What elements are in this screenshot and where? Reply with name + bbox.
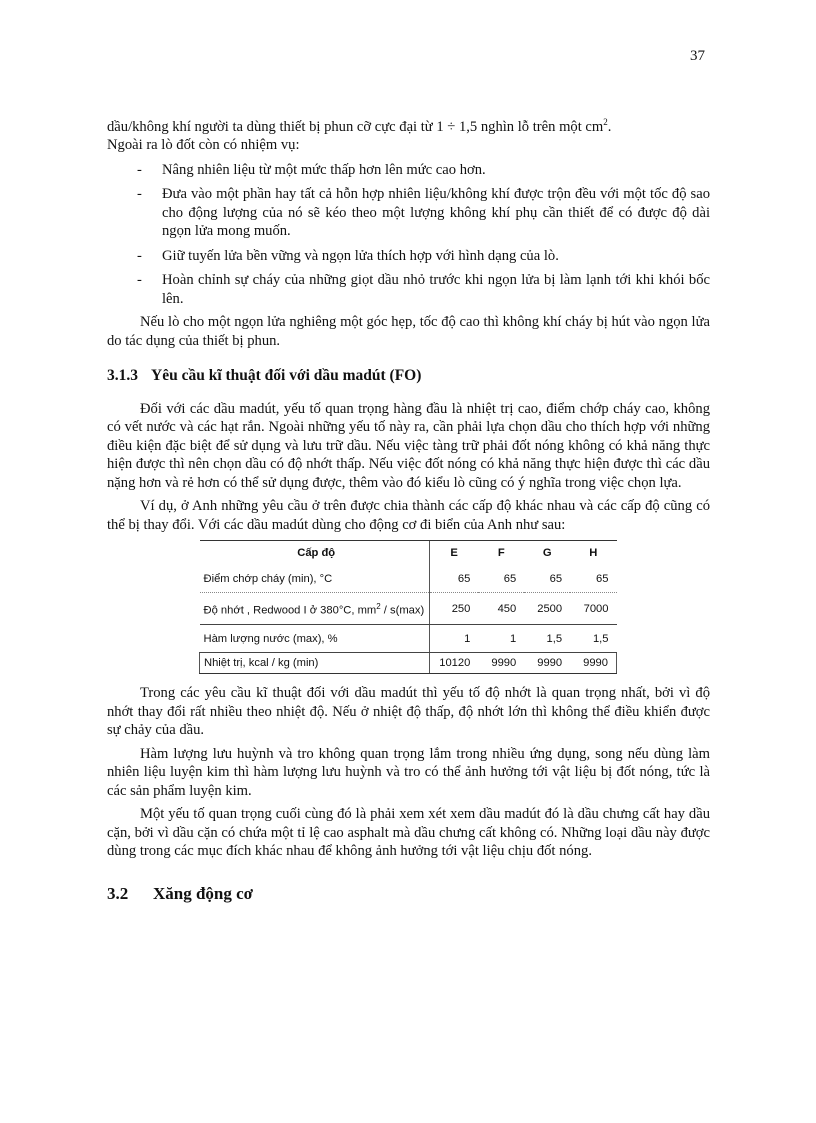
intro-superscript: 2 — [603, 117, 608, 127]
table-row-label-text-end: / s(max) — [380, 604, 425, 617]
table-row-label: Hàm lượng nước (max), % — [200, 625, 430, 653]
table-cell: 9990 — [478, 653, 524, 674]
list-item: - Nâng nhiên liệu từ một mức thấp hơn lên mức cao hơn. — [107, 161, 710, 180]
intro-line2: Ngoài ra lò đốt còn có nhiệm vụ: — [107, 137, 300, 154]
page-number: 37 — [690, 48, 705, 64]
table-row — [200, 625, 617, 653]
fo-spec-table — [199, 540, 617, 674]
table-cell: 2500 — [524, 593, 570, 625]
intro-line1-end: . — [607, 118, 612, 135]
table-header-row — [200, 541, 617, 566]
table-header-cell: G — [524, 541, 570, 566]
table-row-label — [200, 593, 430, 625]
table-header-label: Cấp độ — [200, 541, 430, 566]
table-cell: 1,5 — [570, 625, 616, 653]
table-cell: 450 — [478, 593, 524, 625]
fo-paragraph-1: Đối với các dầu madút, yếu tố quan trọng hàng đầu là nhiệt trị cao, điểm chớp cháy cao, không có vết nước và các hạt rắn. Ngoài những yếu tố này ra, cần phải lựa chọn dầu cho thích hợp với những điều kiện đặc biệt để sử dụng và lưu trữ dầu. Nếu việc tàng trữ phải đốt nóng không có khả năng thực hiện được thì nên chọn dầu có độ nhớt thấp. Nếu việc đốt nóng có khả năng thực hiện được thì các dầu nặng hơn và rẻ hơn có thể sử dụng được, thêm vào đó kiểu lò cũng có ý nghĩa trong việc chọn lựa. — [107, 400, 710, 491]
table-row-label: Nhiệt trị, kcal / kg (min) — [200, 653, 430, 674]
table-cell: 65 — [478, 565, 524, 593]
section-heading-3-2 — [107, 885, 710, 904]
section-title: Xăng động cơ — [153, 883, 254, 903]
table-row-label-text: Độ nhớt , Redwood I ở 380°C, mm — [203, 604, 377, 617]
table-row — [200, 593, 617, 625]
section-title: Yêu cầu kĩ thuật đối với dầu madút (FO) — [151, 367, 422, 385]
table-row-label-superscript: 2 — [376, 601, 381, 611]
list-item: - Giữ tuyến lửa bền vững và ngọn lửa thích hợp với hình dạng của lò. — [107, 247, 710, 266]
sulfur-paragraph: Hàm lượng lưu huỳnh và tro không quan trọng lắm trong nhiều ứng dụng, song nếu dùng làm nhiên liệu luyện kim thì hàm lượng lưu huỳnh và tro có thể ảnh hưởng tới vật liệu bị đốt nóng, tức là các sản phẩm luyện kim. — [107, 745, 710, 799]
table-header-cell: F — [478, 541, 524, 566]
viscosity-paragraph: Trong các yêu cầu kĩ thuật đối với dầu madút thì yếu tố độ nhớt là quan trọng nhất, bởi vì độ nhớt thay đổi rất nhiều theo nhiệt độ. Nếu ở nhiệt độ thấp, độ nhớt lớn thì không thể điều khiển được sự chảy của dầu. — [107, 685, 710, 739]
intro-line1: dầu/không khí người ta dùng thiết bị phun cỡ cực đại từ 1 ÷ 1,5 nghìn lỗ trên một cm — [107, 118, 604, 135]
flame-paragraph: Nếu lò cho một ngọn lửa nghiêng một góc hẹp, tốc độ cao thì không khí cháy bị hút vào ngọn lửa do tác dụng của thiết bị phun. — [107, 314, 710, 349]
table-cell: 1 — [429, 625, 478, 653]
list-item: - Hoàn chỉnh sự cháy của những giọt dầu nhỏ trước khi ngọn lửa bị làm lạnh tới khi khói bốc lên. — [107, 271, 710, 308]
section-heading-3-1-3 — [107, 367, 710, 386]
table-cell: 65 — [429, 565, 478, 593]
table-cell: 9990 — [570, 653, 616, 674]
section-number: 3.2 — [107, 883, 129, 903]
list-item: - Đưa vào một phần hay tất cả hỗn hợp nhiên liệu/không khí được trộn đều với một tốc độ sao cho động lượng của nó sẽ kéo theo một lượng không khí phụ cần thiết để có được độ dài ngọn lửa mong muốn. — [107, 185, 710, 241]
page-content — [107, 113, 710, 903]
table-cell: 7000 — [570, 593, 616, 625]
table-cell: 10120 — [429, 653, 478, 674]
table-cell: 1,5 — [524, 625, 570, 653]
table-cell: 65 — [570, 565, 616, 593]
table-row-label: Điểm chớp cháy (min), °C — [200, 565, 430, 593]
distillate-paragraph: Một yếu tố quan trọng cuối cùng đó là phải xem xét xem dầu madút đó là dầu chưng cất hay dầu cặn, bởi vì dầu cặn có chứa một tỉ lệ cao asphalt mà dầu chưng cất không có. Những loại dầu này được dùng trong các mục đích khác nhau để không ảnh hưởng tới vật liệu chịu đốt nóng. — [107, 806, 710, 860]
table-header-cell: E — [429, 541, 478, 566]
section-number: 3.1.3 — [107, 367, 138, 385]
burner-tasks-list — [107, 161, 710, 309]
table-header-cell: H — [570, 541, 616, 566]
table-cell: 9990 — [524, 653, 570, 674]
table-row — [200, 653, 617, 674]
table-row — [200, 565, 617, 593]
table-cell: 1 — [478, 625, 524, 653]
fo-paragraph-2: Ví dụ, ở Anh những yêu cầu ở trên được chia thành các cấp độ khác nhau và các cấp độ cũng có thể bị thay đổi. Với các dầu madút dùng cho động cơ đi biển của Anh như sau: — [107, 498, 710, 533]
table-cell: 250 — [429, 593, 478, 625]
intro-paragraph — [107, 113, 710, 155]
table-cell: 65 — [524, 565, 570, 593]
